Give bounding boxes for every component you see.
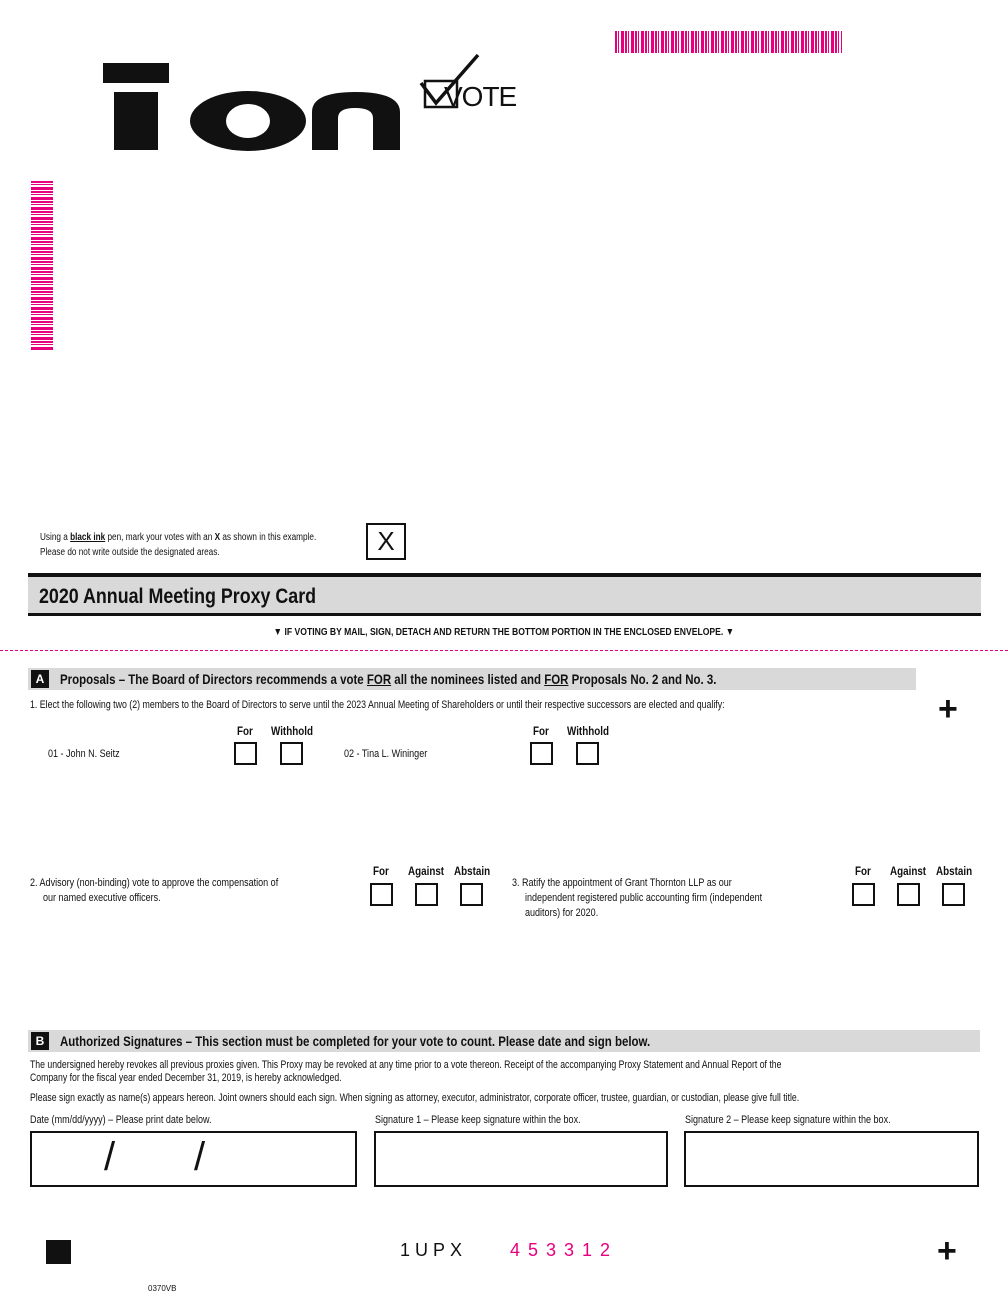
nominee-1-withhold-checkbox[interactable] xyxy=(280,742,303,765)
date-label: Date (mm/dd/yyyy) – Please print date below. xyxy=(30,1114,212,1126)
ion-logo xyxy=(100,60,410,155)
nominee-2-withhold-label: Withhold xyxy=(567,724,609,738)
signature-2-field[interactable] xyxy=(684,1131,979,1187)
card-title: 2020 Annual Meeting Proxy Card xyxy=(39,585,317,608)
signature-1-label: Signature 1 – Please keep signature within the box. xyxy=(375,1114,581,1126)
proposal-3-for-checkbox[interactable] xyxy=(852,883,875,906)
signature-2-label: Signature 2 – Please keep signature within the box. xyxy=(685,1114,891,1126)
footer-code: 1UPX xyxy=(400,1240,468,1260)
nominee-2-for-label: For xyxy=(533,724,549,738)
proposal-3-against-label: Against xyxy=(890,864,927,878)
mail-notice: ▼ IF VOTING BY MAIL, SIGN, DETACH AND RETURN THE BOTTOM PORTION IN THE ENCLOSED ENVELOPE. ▼ xyxy=(273,626,735,638)
registration-square xyxy=(46,1240,71,1264)
example-mark-box: X xyxy=(366,523,406,560)
nominee-2-for-checkbox[interactable] xyxy=(530,742,553,765)
instructions: Using a black ink pen, mark your votes with an X as shown in this example. Please do not write outside the designated areas. xyxy=(40,532,317,558)
plus-mark-bottom: + xyxy=(937,1232,957,1270)
section-b-title: Authorized Signatures – This section must be completed for your vote to count. Please date and sign below. xyxy=(60,1033,651,1049)
footer-number: 453312 xyxy=(510,1240,619,1260)
proposal-3-abstain-label: Abstain xyxy=(936,864,973,878)
proposal-2-abstain-checkbox[interactable] xyxy=(460,883,483,906)
proposal-3-for-label: For xyxy=(855,864,871,878)
vote-text: VOTE xyxy=(444,81,517,112)
section-a-letter: A xyxy=(31,670,49,688)
proposal-2-for-checkbox[interactable] xyxy=(370,883,393,906)
proposal-3-text: 3. Ratify the appointment of Grant Thornton LLP as our independent registered public accounting firm (independent auditors) for 2020. xyxy=(512,877,763,919)
side-barcode xyxy=(31,181,53,350)
plus-mark-top: + xyxy=(938,690,958,728)
top-barcode xyxy=(615,31,842,53)
proposal-2-against-checkbox[interactable] xyxy=(415,883,438,906)
instructions-line2: Please do not write outside the designated areas. xyxy=(40,547,220,558)
proposal-2-abstain-label: Abstain xyxy=(454,864,491,878)
date-field[interactable] xyxy=(30,1131,357,1187)
section-a-title: Proposals – The Board of Directors recommends a vote FOR all the nominees listed and FOR Proposals No. 2 and No. 3. xyxy=(60,671,717,687)
black-ink-emphasis: black ink xyxy=(70,532,106,543)
signature-1-field[interactable] xyxy=(374,1131,668,1187)
proposal-2-text: 2. Advisory (non-binding) vote to approve the compensation of our named executive officers. xyxy=(30,877,279,904)
date-separator-1: / xyxy=(104,1135,116,1179)
form-id: 0370VB xyxy=(148,1284,177,1293)
proposal-3-against-checkbox[interactable] xyxy=(897,883,920,906)
signing-instructions: Please sign exactly as name(s) appears hereon. Joint owners should each sign. When signing as attorney, executor, administrator, corporate officer, trustee, guardian, or custodian, please give full title. xyxy=(30,1092,800,1104)
proposal-1-text: 1. Elect the following two (2) members to the Board of Directors to serve until the 2023 Annual Meeting of Shareholders or until their respective successors are elected and qualify: xyxy=(30,699,725,711)
nominee-2-name: 02 - Tina L. Wininger xyxy=(344,748,428,760)
section-b-letter: B xyxy=(31,1032,49,1050)
card-title-bar xyxy=(28,573,981,616)
nominee-2-withhold-checkbox[interactable] xyxy=(576,742,599,765)
nominee-1-withhold-label: Withhold xyxy=(271,724,313,738)
detach-line xyxy=(0,650,1008,651)
proposal-2-against-label: Against xyxy=(408,864,445,878)
nominee-1-for-checkbox[interactable] xyxy=(234,742,257,765)
nominee-1-for-label: For xyxy=(237,724,253,738)
proposal-3-abstain-checkbox[interactable] xyxy=(942,883,965,906)
date-separator-2: / xyxy=(194,1135,206,1179)
proposal-2-for-label: For xyxy=(373,864,389,878)
vote-logo xyxy=(418,53,518,115)
revocation-paragraph: The undersigned hereby revokes all previous proxies given. This Proxy may be revoked at any time prior to a vote thereon. Receipt of the accompanying Proxy Statement and Annual Report of the Company for the fiscal year ended December 31, 2019, is hereby acknowledged. xyxy=(30,1059,782,1084)
nominee-1-name: 01 - John N. Seitz xyxy=(48,748,120,760)
